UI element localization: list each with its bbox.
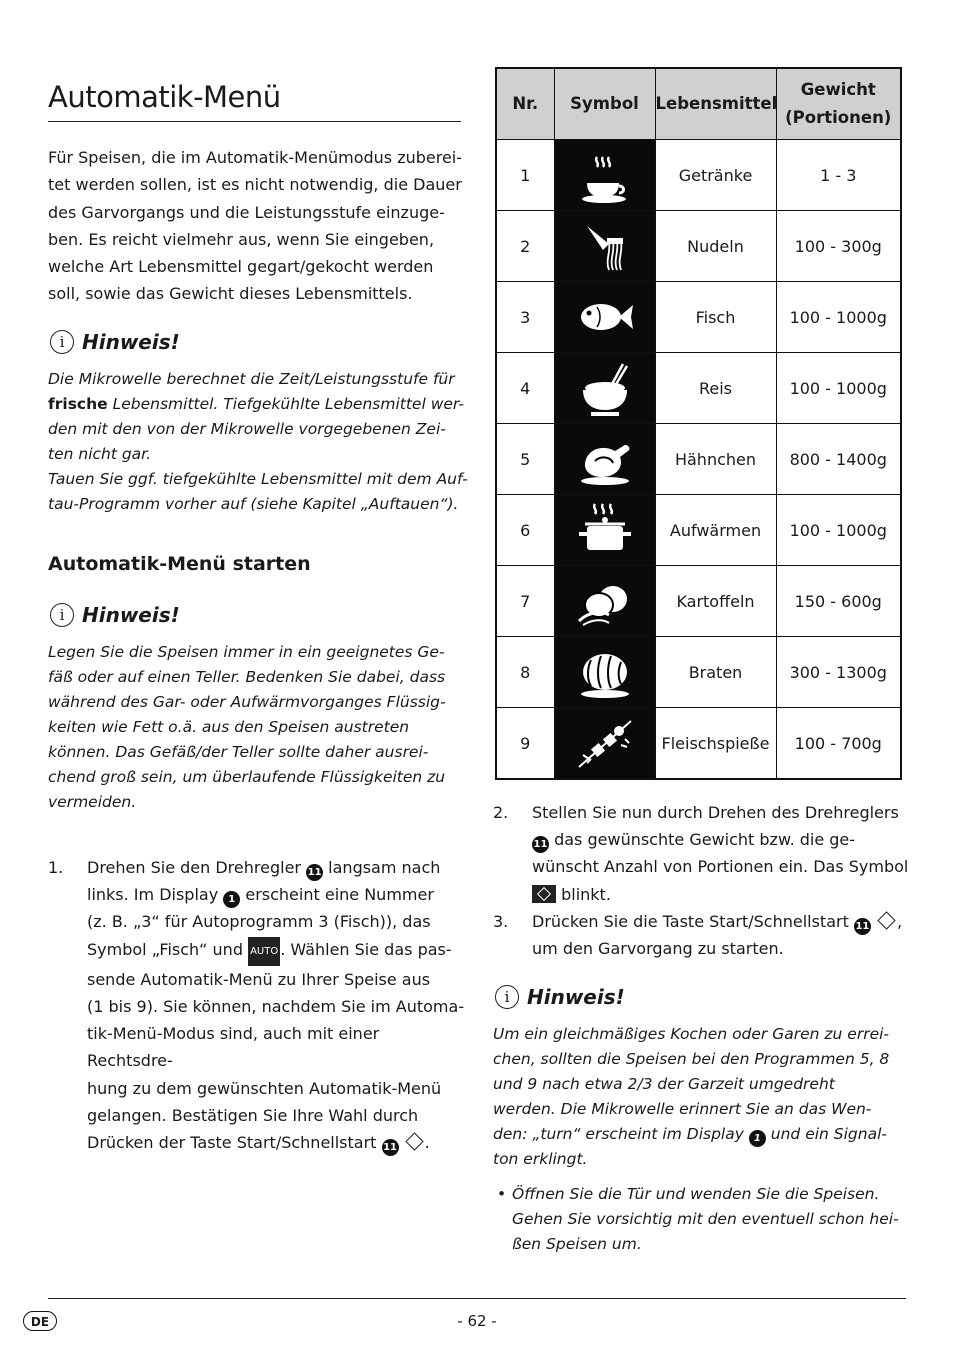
text-line: Legen Sie die Speisen immer in ein geeignetes Ge- <box>48 643 445 661</box>
cell-food: Hähnchen <box>655 424 776 495</box>
start-indicator-icon <box>532 885 556 903</box>
header-nr: Nr. <box>496 68 554 140</box>
text: Drücken der Taste Start/Schnellstart <box>87 1133 377 1153</box>
step-number: 1. <box>48 858 64 877</box>
note-line: ten nicht gar. <box>48 445 152 463</box>
cell-weight: 300 - 1300g <box>776 637 901 708</box>
cell-symbol <box>554 637 655 708</box>
table-row <box>496 282 901 353</box>
knob-ref-icon: 11 <box>854 918 871 935</box>
cell-symbol <box>554 353 655 424</box>
text: Symbol „Fisch“ und <box>87 939 243 959</box>
cell-nr: 1 <box>496 140 554 211</box>
footer-divider <box>48 1298 906 1299</box>
note-label: Hinweis! <box>82 603 180 627</box>
table-row <box>496 424 901 495</box>
cell-weight: 100 - 300g <box>776 211 901 282</box>
start-symbol-icon <box>877 911 895 929</box>
cell-symbol <box>554 424 655 495</box>
text: wünscht Anzahl von Portionen ein. Das Symbol <box>532 857 909 877</box>
text-line: Für Speisen, die im Automatik-Menümodus zuberei- <box>48 148 463 167</box>
cell-weight: 100 - 700g <box>776 708 901 780</box>
note-heading-1 <box>50 330 180 354</box>
text: . Wählen Sie das pas- <box>280 939 452 959</box>
table-row <box>496 566 901 637</box>
text: um den Garvorgang zu starten. <box>532 939 784 959</box>
text-line: soll, sowie das Gewicht dieses Lebensmittels. <box>48 284 413 304</box>
fish-icon <box>573 285 637 349</box>
text-line: keiten wie Fett o.ä. aus den Speisen austreten <box>48 718 410 736</box>
page-number: - 62 - <box>457 1312 497 1330</box>
step-2 <box>493 799 913 908</box>
note-text-3 <box>493 1022 913 1172</box>
cell-food: Reis <box>655 353 776 424</box>
text-line: fäß oder auf einen Teller. Bedenken Sie dabei, dass <box>48 668 446 686</box>
cell-symbol <box>554 211 655 282</box>
display-ref-icon: 1 <box>223 891 240 908</box>
note-line <box>48 392 468 417</box>
text: ton erklingt. <box>493 1150 588 1168</box>
automatic-menu-table <box>495 67 902 780</box>
text: langsam nach <box>328 858 441 877</box>
table-row <box>496 708 901 780</box>
roast-icon <box>573 640 637 704</box>
bold-word: frische <box>48 395 108 413</box>
note-text-1 <box>48 367 468 517</box>
note-line: tau-Programm vorher auf (siehe Kapitel „Auftauen“). <box>48 495 459 513</box>
section-title: Automatik-Menü starten <box>48 553 311 575</box>
info-icon: i <box>495 985 519 1009</box>
cell-nr: 9 <box>496 708 554 780</box>
cell-symbol <box>554 708 655 780</box>
cell-weight: 1 - 3 <box>776 140 901 211</box>
text: Drehen Sie den Drehregler <box>87 858 301 877</box>
text: sende Automatik-Menü zu Ihrer Speise aus <box>87 969 431 989</box>
text-line: vermeiden. <box>48 793 137 811</box>
note-label: Hinweis! <box>527 985 625 1009</box>
text: das gewünschte Gewicht bzw. die ge- <box>554 830 856 850</box>
header-weight-text: Gewicht (Portionen) <box>785 80 892 127</box>
text-line: und 9 nach etwa 2/3 der Garzeit umgedreht <box>493 1075 835 1093</box>
bullet-item <box>497 1182 917 1257</box>
cell-food: Getränke <box>655 140 776 211</box>
header-symbol: Symbol <box>554 68 655 140</box>
cell-symbol <box>554 566 655 637</box>
text-line: ben. Es reicht vielmehr aus, wenn Sie eingeben, <box>48 229 435 249</box>
text: Öffnen Sie die Tür und wenden Sie die Speisen. <box>512 1185 880 1203</box>
start-symbol-icon <box>405 1132 423 1150</box>
bullet-mark: • <box>497 1185 507 1203</box>
text: Gehen Sie vorsichtig mit den eventuell schon hei- <box>512 1210 899 1228</box>
cup-icon <box>573 143 637 207</box>
cell-nr: 5 <box>496 424 554 495</box>
cell-food: Nudeln <box>655 211 776 282</box>
text: gelangen. Bestätigen Sie Ihre Wahl durch <box>87 1105 419 1125</box>
text: erscheint eine Nummer <box>245 885 434 905</box>
cell-nr: 4 <box>496 353 554 424</box>
step-3 <box>493 908 913 962</box>
cell-weight: 100 - 1000g <box>776 495 901 566</box>
language-badge: DE <box>23 1311 57 1331</box>
text: tik-Menü-Modus sind, auch mit einer Rechtsdre- <box>87 1024 380 1071</box>
cell-weight: 100 - 1000g <box>776 353 901 424</box>
text: ßen Speisen um. <box>512 1235 642 1253</box>
header-weight <box>776 68 901 140</box>
display-ref-icon: 1 <box>749 1130 766 1147</box>
step-number: 2. <box>493 803 509 822</box>
text-line: während des Gar- oder Aufwärmvorganges Flüssig- <box>48 693 446 711</box>
intro-paragraph <box>48 144 468 308</box>
text: Stellen Sie nun durch Drehen des Drehreglers <box>532 803 899 822</box>
text-line: können. Das Gefäß/der Teller sollte daher ausrei- <box>48 743 429 761</box>
text-line: Um ein gleichmäßiges Kochen oder Garen zu errei- <box>493 1025 889 1043</box>
text: hung zu dem gewünschten Automatik-Menü <box>87 1078 442 1098</box>
skewer-icon <box>573 711 637 775</box>
text-line: chend groß sein, um überlaufende Flüssigkeiten zu <box>48 768 446 786</box>
note-line: Die Mikrowelle berechnet die Zeit/Leistungsstufe für <box>48 370 455 388</box>
table-row <box>496 495 901 566</box>
info-icon: i <box>50 330 74 354</box>
cell-nr: 6 <box>496 495 554 566</box>
pot-icon <box>573 498 637 562</box>
step-number: 3. <box>493 912 509 931</box>
text-line: werden. Die Mikrowelle erinnert Sie an das Wen- <box>493 1100 872 1118</box>
cell-nr: 3 <box>496 282 554 353</box>
text: blinkt. <box>561 884 611 904</box>
note-line: Tauen Sie ggf. tiefgekühlte Lebensmittel mit dem Auf- <box>48 470 468 488</box>
note-text-2 <box>48 640 468 815</box>
cell-nr: 2 <box>496 211 554 282</box>
note-heading-3 <box>495 985 625 1009</box>
chicken-icon <box>573 427 637 491</box>
info-icon: i <box>50 603 74 627</box>
auto-symbol-icon: AUTO <box>248 937 280 966</box>
rice-bowl-icon <box>573 356 637 420</box>
cell-food: Fisch <box>655 282 776 353</box>
step-1 <box>48 854 468 1156</box>
cell-food: Braten <box>655 637 776 708</box>
note-line-rest: Lebensmittel. Tiefgekühlte Lebensmittel wer- <box>107 395 465 413</box>
cell-weight: 100 - 1000g <box>776 282 901 353</box>
text: (z. B. „3“ für Autoprogramm 3 (Fisch)), das <box>87 912 431 932</box>
text-line: des Garvorgangs und die Leistungsstufe einzuge- <box>48 202 445 222</box>
table-header-row <box>496 68 901 140</box>
table-row <box>496 211 901 282</box>
text-line: welche Art Lebensmittel gegart/gekocht werden <box>48 257 434 277</box>
cell-symbol <box>554 495 655 566</box>
text: den: „turn“ erscheint im Display <box>493 1125 744 1143</box>
knob-ref-icon: 11 <box>532 836 549 853</box>
note-line: den mit den von der Mikrowelle vorgegebenen Zei- <box>48 420 446 438</box>
knob-ref-icon: 11 <box>306 864 323 881</box>
text: links. Im Display <box>87 885 219 905</box>
table-row <box>496 637 901 708</box>
text: , <box>897 912 903 931</box>
potato-icon <box>573 569 637 633</box>
cell-nr: 7 <box>496 566 554 637</box>
text: (1 bis 9). Sie können, nachdem Sie im Automa- <box>87 997 465 1017</box>
cell-symbol <box>554 140 655 211</box>
page-title: Automatik-Menü <box>48 80 461 122</box>
header-food: Lebensmittel <box>655 68 776 140</box>
cell-symbol <box>554 282 655 353</box>
text: Drücken Sie die Taste Start/Schnellstart <box>532 912 849 931</box>
cell-weight: 800 - 1400g <box>776 424 901 495</box>
cell-food: Kartoffeln <box>655 566 776 637</box>
table-row <box>496 353 901 424</box>
cell-weight: 150 - 600g <box>776 566 901 637</box>
text-line: chen, sollten die Speisen bei den Programmen 5, 8 <box>493 1050 890 1068</box>
noodles-icon <box>573 214 637 278</box>
text: . <box>424 1133 430 1153</box>
text: und ein Signal- <box>770 1125 887 1143</box>
note-heading-2 <box>50 603 180 627</box>
table-row <box>496 140 901 211</box>
cell-food: Fleischspieße <box>655 708 776 780</box>
cell-nr: 8 <box>496 637 554 708</box>
cell-food: Aufwärmen <box>655 495 776 566</box>
knob-ref-icon: 11 <box>382 1139 399 1156</box>
note-label: Hinweis! <box>82 330 180 354</box>
text-line: tet werden sollen, ist es nicht notwendig, die Dauer <box>48 175 462 195</box>
